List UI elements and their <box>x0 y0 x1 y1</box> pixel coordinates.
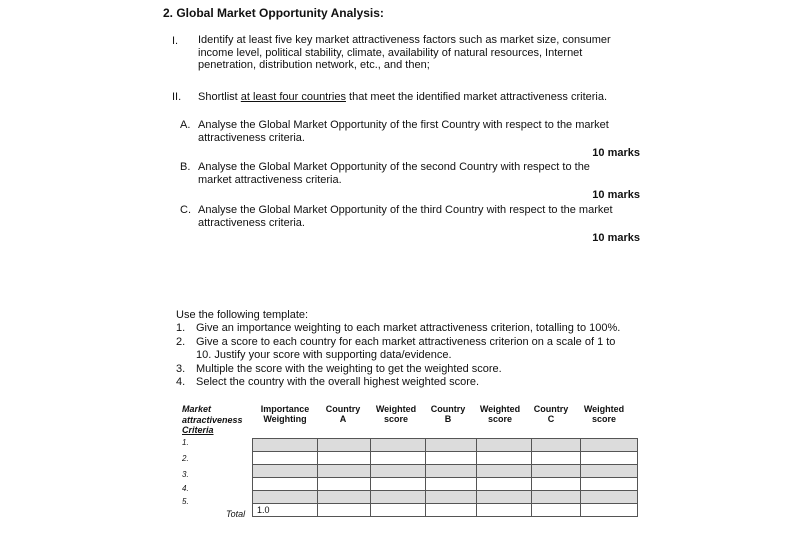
table-cell[interactable] <box>371 452 426 465</box>
table-cell[interactable] <box>581 452 638 465</box>
table-cell[interactable] <box>371 504 426 517</box>
table-cell[interactable] <box>581 491 638 504</box>
criterion-row-number: 4. <box>182 484 189 493</box>
criterion-row-number: 2. <box>182 454 189 463</box>
subtask-line: Analyse the Global Market Opportunity of the first Country with respect to the market <box>198 119 609 131</box>
subtask-line: Analyse the Global Market Opportunity of the third Country with respect to the market <box>198 204 613 216</box>
template-intro: Use the following template: <box>176 309 309 321</box>
table-cell[interactable] <box>426 478 477 491</box>
table-cell[interactable] <box>318 439 371 452</box>
marks-label: 10 marks <box>592 232 640 244</box>
total-weighting-value: 1.0 <box>253 504 318 517</box>
table-cell[interactable] <box>477 452 532 465</box>
task-text-before: Shortlist <box>198 91 241 103</box>
table-cell[interactable] <box>371 465 426 478</box>
table-cell[interactable] <box>532 504 581 517</box>
step-line: Select the country with the overall highest weighted score. <box>196 376 480 388</box>
criterion-row-number: 1. <box>182 438 189 447</box>
column-header-line: score <box>383 414 409 424</box>
column-header-line: Weighted <box>375 404 417 414</box>
column-header-weighted-b <box>474 404 526 424</box>
column-header-line: Weighting <box>263 414 307 424</box>
table-cell[interactable] <box>318 504 371 517</box>
column-header-line: score <box>591 414 617 424</box>
task-line: penetration, distribution network, etc., and then; <box>198 59 430 71</box>
table-cell[interactable] <box>318 478 371 491</box>
step-text <box>196 376 666 389</box>
task-numeral: I. <box>172 35 179 47</box>
table-cell[interactable] <box>371 439 426 452</box>
table-cell[interactable] <box>581 504 638 517</box>
table-row <box>253 478 638 491</box>
step-number: 4. <box>176 376 186 388</box>
step-line: 10. Justify your score with supporting data/evidence. <box>196 348 452 361</box>
step-line: Give an importance weighting to each market attractiveness criterion, totalling to 100%. <box>196 322 621 334</box>
table-cell[interactable] <box>532 439 581 452</box>
table-cell[interactable] <box>253 439 318 452</box>
subtask-line: market attractiveness criteria. <box>198 173 342 186</box>
step-number: 1. <box>176 322 186 334</box>
step-number: 3. <box>176 363 186 375</box>
task-text-after: that meet the identified market attractiveness criteria. <box>345 91 608 103</box>
table-cell[interactable] <box>532 491 581 504</box>
table-cell[interactable] <box>477 478 532 491</box>
task-text-underlined: at least four countries <box>240 91 346 103</box>
step-line: Give a score to each country for each market attractiveness criterion on a scale of 1 to <box>196 336 616 348</box>
column-header-weighted-a <box>370 404 422 424</box>
column-header-line: Country <box>533 404 569 414</box>
table-cell[interactable] <box>581 465 638 478</box>
column-header-importance <box>254 404 316 424</box>
column-header-country-a <box>318 404 368 424</box>
table-cell[interactable] <box>581 478 638 491</box>
step-text <box>196 336 666 361</box>
column-header-line: B <box>444 414 452 424</box>
task-numeral: II. <box>172 91 182 103</box>
column-header-line: Country <box>325 404 361 414</box>
subtask-letter: B. <box>180 161 191 173</box>
table-cell[interactable] <box>532 465 581 478</box>
step-line: Multiple the score with the weighting to get the weighted score. <box>196 363 502 375</box>
criterion-row-number: 5. <box>182 497 189 506</box>
column-header-line: A <box>339 414 347 424</box>
marks-label: 10 marks <box>592 189 640 201</box>
marks-label: 10 marks <box>592 147 640 159</box>
task-line: income level, political stability, climate, availability of natural resources, Internet <box>198 46 583 59</box>
table-row <box>253 465 638 478</box>
task-text <box>198 34 658 72</box>
section-heading: 2. Global Market Opportunity Analysis: <box>163 6 384 20</box>
table-cell[interactable] <box>532 478 581 491</box>
column-header-line: Weighted <box>479 404 521 414</box>
table-cell[interactable] <box>318 491 371 504</box>
table-cell[interactable] <box>477 504 532 517</box>
criterion-row-number: 3. <box>182 470 189 479</box>
subtask-letter: A. <box>180 119 191 131</box>
table-row <box>253 452 638 465</box>
table-cell[interactable] <box>253 491 318 504</box>
criteria-header-line: Market <box>182 404 212 414</box>
table-cell[interactable] <box>426 491 477 504</box>
column-header-line: Country <box>430 404 466 414</box>
weighting-table <box>252 438 638 517</box>
subtask-line: attractiveness criteria. <box>198 216 305 229</box>
criteria-header-line: attractiveness <box>182 414 243 425</box>
table-cell[interactable] <box>477 491 532 504</box>
column-header-country-c <box>528 404 574 424</box>
table-cell[interactable] <box>581 439 638 452</box>
step-text <box>196 363 666 376</box>
table-cell[interactable] <box>426 452 477 465</box>
column-header-line: Importance <box>260 404 310 414</box>
subtask-line: attractiveness criteria. <box>198 131 305 144</box>
table-row <box>253 491 638 504</box>
table-cell[interactable] <box>477 439 532 452</box>
table-cell[interactable] <box>371 491 426 504</box>
criteria-header <box>182 404 243 436</box>
table-row <box>253 439 638 452</box>
step-number: 2. <box>176 336 186 348</box>
table-cell[interactable] <box>532 452 581 465</box>
table-cell[interactable] <box>426 465 477 478</box>
column-header-line: Weighted <box>583 404 625 414</box>
table-cell[interactable] <box>318 452 371 465</box>
subtask-text <box>198 161 658 186</box>
table-cell[interactable] <box>253 452 318 465</box>
table-cell[interactable] <box>477 465 532 478</box>
column-header-line: C <box>547 414 555 424</box>
total-label: Total <box>226 509 246 519</box>
column-header-line: score <box>487 414 513 424</box>
subtask-text <box>198 204 658 229</box>
step-text <box>196 322 666 335</box>
table-cell[interactable] <box>426 504 477 517</box>
table-cell[interactable] <box>253 478 318 491</box>
column-header-weighted-c <box>576 404 632 424</box>
subtask-letter: C. <box>180 204 191 216</box>
subtask-line: Analyse the Global Market Opportunity of the second Country with respect to the <box>198 161 590 173</box>
subtask-text <box>198 119 658 144</box>
table-row <box>253 504 638 517</box>
table-cell[interactable] <box>318 465 371 478</box>
table-cell[interactable] <box>371 478 426 491</box>
table-cell[interactable] <box>253 465 318 478</box>
task-line: Identify at least five key market attractiveness factors such as market size, consumer <box>198 34 611 46</box>
column-header-country-b <box>424 404 472 424</box>
task-text <box>198 91 658 104</box>
criteria-header-line: Criteria <box>182 425 214 435</box>
table-cell[interactable] <box>426 439 477 452</box>
